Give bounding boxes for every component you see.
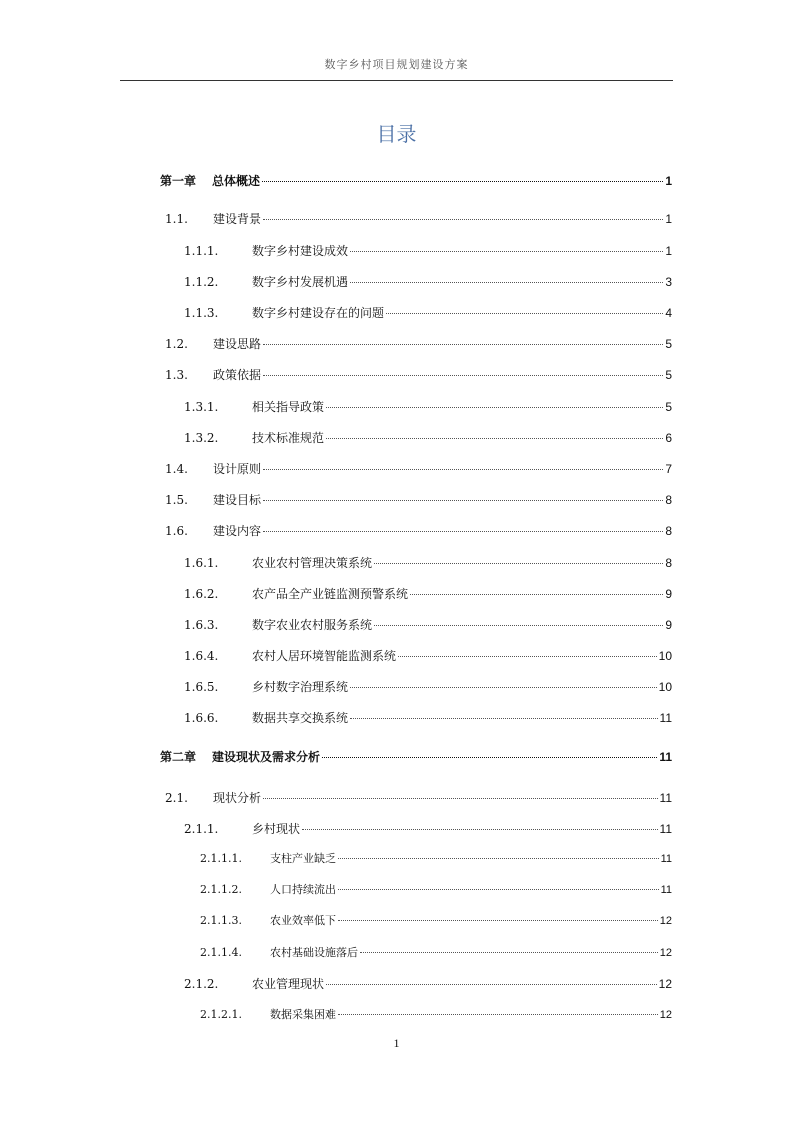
toc-entry-title: 设计原则 bbox=[213, 462, 262, 476]
toc-entry-number: 2.1.1.4. bbox=[200, 946, 242, 959]
toc-entry-number: 2.1.2.1. bbox=[200, 1008, 242, 1021]
toc-entry[interactable] bbox=[165, 491, 672, 508]
toc-entry-number: 1.6.3. bbox=[184, 618, 219, 632]
toc-entry-number: 1.6.5. bbox=[184, 680, 219, 694]
toc-dot-leader bbox=[350, 251, 663, 252]
toc-entry-title: 数字乡村发展机遇 bbox=[252, 275, 349, 289]
toc-entry-number: 1.6. bbox=[165, 524, 188, 538]
toc-entry-number: 1.1. bbox=[165, 212, 188, 226]
toc-dot-leader bbox=[263, 798, 658, 799]
toc-entry-number: 2.1.1. bbox=[184, 822, 219, 836]
toc-dot-leader bbox=[338, 889, 659, 890]
toc-entry-title: 建设背景 bbox=[213, 212, 262, 226]
toc-entry-page: 11 bbox=[660, 853, 672, 865]
toc-entry-page: 9 bbox=[665, 618, 672, 632]
toc-entry-number: 1.6.1. bbox=[184, 556, 219, 570]
toc-entry-title: 人口持续流出 bbox=[270, 883, 336, 896]
toc-entry-number: 1.3. bbox=[165, 368, 188, 382]
toc-entry-number: 2.1.1.3. bbox=[200, 914, 242, 927]
toc-entry[interactable] bbox=[184, 242, 672, 259]
toc-entry-page: 8 bbox=[665, 524, 672, 538]
toc-entry-number: 第一章 bbox=[160, 174, 197, 188]
toc-entry-title: 支柱产业缺乏 bbox=[270, 852, 336, 865]
toc-entry-title: 总体概述 bbox=[212, 174, 261, 188]
toc-dot-leader bbox=[326, 438, 663, 439]
toc-entry[interactable] bbox=[184, 616, 672, 633]
toc-entry-page: 5 bbox=[665, 400, 672, 414]
toc-entry[interactable] bbox=[165, 789, 672, 806]
toc-entry-title: 农产品全产业链监测预警系统 bbox=[252, 587, 409, 601]
toc-entry[interactable] bbox=[184, 585, 672, 602]
toc-entry-page: 1 bbox=[665, 212, 672, 226]
toc-dot-leader bbox=[350, 718, 658, 719]
toc-entry-number: 2.1.1.2. bbox=[200, 883, 242, 896]
toc-dot-leader bbox=[263, 531, 663, 532]
toc-entry-page: 8 bbox=[665, 556, 672, 570]
toc-dot-leader bbox=[263, 469, 663, 470]
toc-entry-number: 2.1.1.1. bbox=[200, 852, 242, 865]
toc-entry-title: 农村基础设施落后 bbox=[270, 946, 358, 959]
toc-dot-leader bbox=[350, 282, 663, 283]
toc-entry-page: 3 bbox=[665, 275, 672, 289]
toc-dot-leader bbox=[374, 563, 663, 564]
toc-entry-number: 2.1.2. bbox=[184, 977, 219, 991]
toc-entry-number: 1.4. bbox=[165, 462, 188, 476]
toc-entry-page: 1 bbox=[665, 244, 672, 258]
toc-entry-page: 12 bbox=[659, 915, 672, 927]
toc-entry-number: 1.6.6. bbox=[184, 711, 219, 725]
toc-entry-number: 1.2. bbox=[165, 337, 188, 351]
toc-entry-page: 5 bbox=[665, 368, 672, 382]
toc-entry-page: 10 bbox=[658, 649, 672, 663]
toc-entry-title: 建设现状及需求分析 bbox=[212, 750, 321, 764]
toc-dot-leader bbox=[410, 594, 663, 595]
toc-entry-page: 1 bbox=[665, 174, 672, 188]
toc-dot-leader bbox=[338, 858, 659, 859]
toc-entry[interactable] bbox=[184, 429, 672, 446]
toc-entry[interactable] bbox=[184, 554, 672, 571]
toc-entry-number: 1.1.1. bbox=[184, 244, 219, 258]
toc-entry[interactable] bbox=[200, 1006, 672, 1022]
toc-dot-leader bbox=[302, 829, 658, 830]
toc-dot-leader bbox=[398, 656, 657, 657]
toc-entry[interactable] bbox=[160, 748, 672, 765]
header-divider bbox=[120, 80, 673, 81]
toc-entry-page: 11 bbox=[659, 750, 672, 764]
toc-entry[interactable] bbox=[184, 975, 672, 992]
toc-entry-number: 1.3.2. bbox=[184, 431, 219, 445]
toc-entry-title: 数据共享交换系统 bbox=[252, 711, 349, 725]
toc-dot-leader bbox=[360, 952, 658, 953]
toc-entry-title: 农业农村管理决策系统 bbox=[252, 556, 373, 570]
toc-heading: 目录 bbox=[376, 122, 417, 146]
toc-entry-title: 数字乡村建设成效 bbox=[252, 244, 349, 258]
toc-entry-title: 建设思路 bbox=[213, 337, 262, 351]
toc-entry[interactable] bbox=[165, 366, 672, 383]
toc-entry-title: 建设内容 bbox=[213, 524, 262, 538]
toc-entry-page: 12 bbox=[659, 1009, 672, 1021]
toc-entry-title: 数字乡村建设存在的问题 bbox=[252, 306, 385, 320]
toc-entry-number: 1.5. bbox=[165, 493, 188, 507]
toc-dot-leader bbox=[326, 407, 663, 408]
toc-entry-page: 11 bbox=[660, 884, 672, 896]
toc-dot-leader bbox=[338, 1014, 658, 1015]
toc-entry[interactable] bbox=[184, 678, 672, 695]
toc-entry-title: 农业效率低下 bbox=[270, 914, 336, 927]
toc-entry[interactable] bbox=[200, 850, 672, 866]
toc-entry[interactable] bbox=[184, 647, 672, 664]
toc-entry-page: 6 bbox=[665, 431, 672, 445]
toc-entry-number: 1.1.2. bbox=[184, 275, 219, 289]
toc-entry-title: 政策依据 bbox=[213, 368, 262, 382]
toc-entry-page: 11 bbox=[659, 791, 672, 805]
toc-dot-leader bbox=[263, 500, 663, 501]
toc-dot-leader bbox=[263, 219, 663, 220]
toc-entry-page: 8 bbox=[665, 493, 672, 507]
toc-dot-leader bbox=[263, 375, 663, 376]
toc-entry-page: 10 bbox=[658, 680, 672, 694]
toc-entry-page: 12 bbox=[658, 977, 672, 991]
page-header-title: 数字乡村项目规划建设方案 bbox=[324, 58, 469, 71]
toc-entry-number: 第二章 bbox=[160, 750, 197, 764]
toc-entry-number: 2.1. bbox=[165, 791, 188, 805]
page-number: 1 bbox=[393, 1036, 400, 1050]
toc-entry-title: 相关指导政策 bbox=[252, 400, 325, 414]
toc-entry[interactable] bbox=[165, 460, 672, 477]
toc-entry-title: 技术标准规范 bbox=[252, 431, 325, 445]
toc-entry[interactable] bbox=[184, 709, 672, 726]
toc-entry-title: 农业管理现状 bbox=[252, 977, 325, 991]
toc-entry[interactable] bbox=[200, 944, 672, 960]
toc-entry-title: 数字农业农村服务系统 bbox=[252, 618, 373, 632]
toc-entry[interactable] bbox=[200, 912, 672, 928]
toc-entry[interactable] bbox=[184, 398, 672, 415]
toc-entry[interactable] bbox=[165, 522, 672, 539]
toc-entry-title: 现状分析 bbox=[213, 791, 262, 805]
toc-entry-title: 农村人居环境智能监测系统 bbox=[252, 649, 397, 663]
toc-entry-page: 12 bbox=[659, 947, 672, 959]
toc-dot-leader bbox=[374, 625, 663, 626]
toc-entry[interactable] bbox=[184, 304, 672, 321]
toc-entry-page: 7 bbox=[665, 462, 672, 476]
toc-entry-page: 11 bbox=[659, 711, 672, 725]
toc-entry[interactable] bbox=[160, 172, 672, 189]
toc-dot-leader bbox=[322, 757, 657, 758]
toc-entry-page: 11 bbox=[659, 822, 672, 836]
toc-entry-number: 1.6.2. bbox=[184, 587, 219, 601]
toc-entry[interactable] bbox=[165, 335, 672, 352]
toc-entry-number: 1.1.3. bbox=[184, 306, 219, 320]
toc-entry-title: 建设目标 bbox=[213, 493, 262, 507]
toc-entry[interactable] bbox=[165, 210, 672, 227]
toc-dot-leader bbox=[263, 344, 663, 345]
toc-entry-title: 乡村现状 bbox=[252, 822, 301, 836]
toc-entry-number: 1.3.1. bbox=[184, 400, 219, 414]
toc-entry[interactable] bbox=[184, 820, 672, 837]
toc-dot-leader bbox=[262, 181, 663, 182]
toc-entry[interactable] bbox=[200, 881, 672, 897]
toc-dot-leader bbox=[338, 920, 658, 921]
toc-dot-leader bbox=[350, 687, 657, 688]
toc-entry-title: 数据采集困难 bbox=[270, 1008, 336, 1021]
toc-entry-page: 4 bbox=[665, 306, 672, 320]
toc-entry-page: 9 bbox=[665, 587, 672, 601]
toc-dot-leader bbox=[386, 313, 663, 314]
toc-entry[interactable] bbox=[184, 273, 672, 290]
toc-dot-leader bbox=[326, 984, 657, 985]
toc-entry-title: 乡村数字治理系统 bbox=[252, 680, 349, 694]
toc-entry-number: 1.6.4. bbox=[184, 649, 219, 663]
toc-entry-page: 5 bbox=[665, 337, 672, 351]
